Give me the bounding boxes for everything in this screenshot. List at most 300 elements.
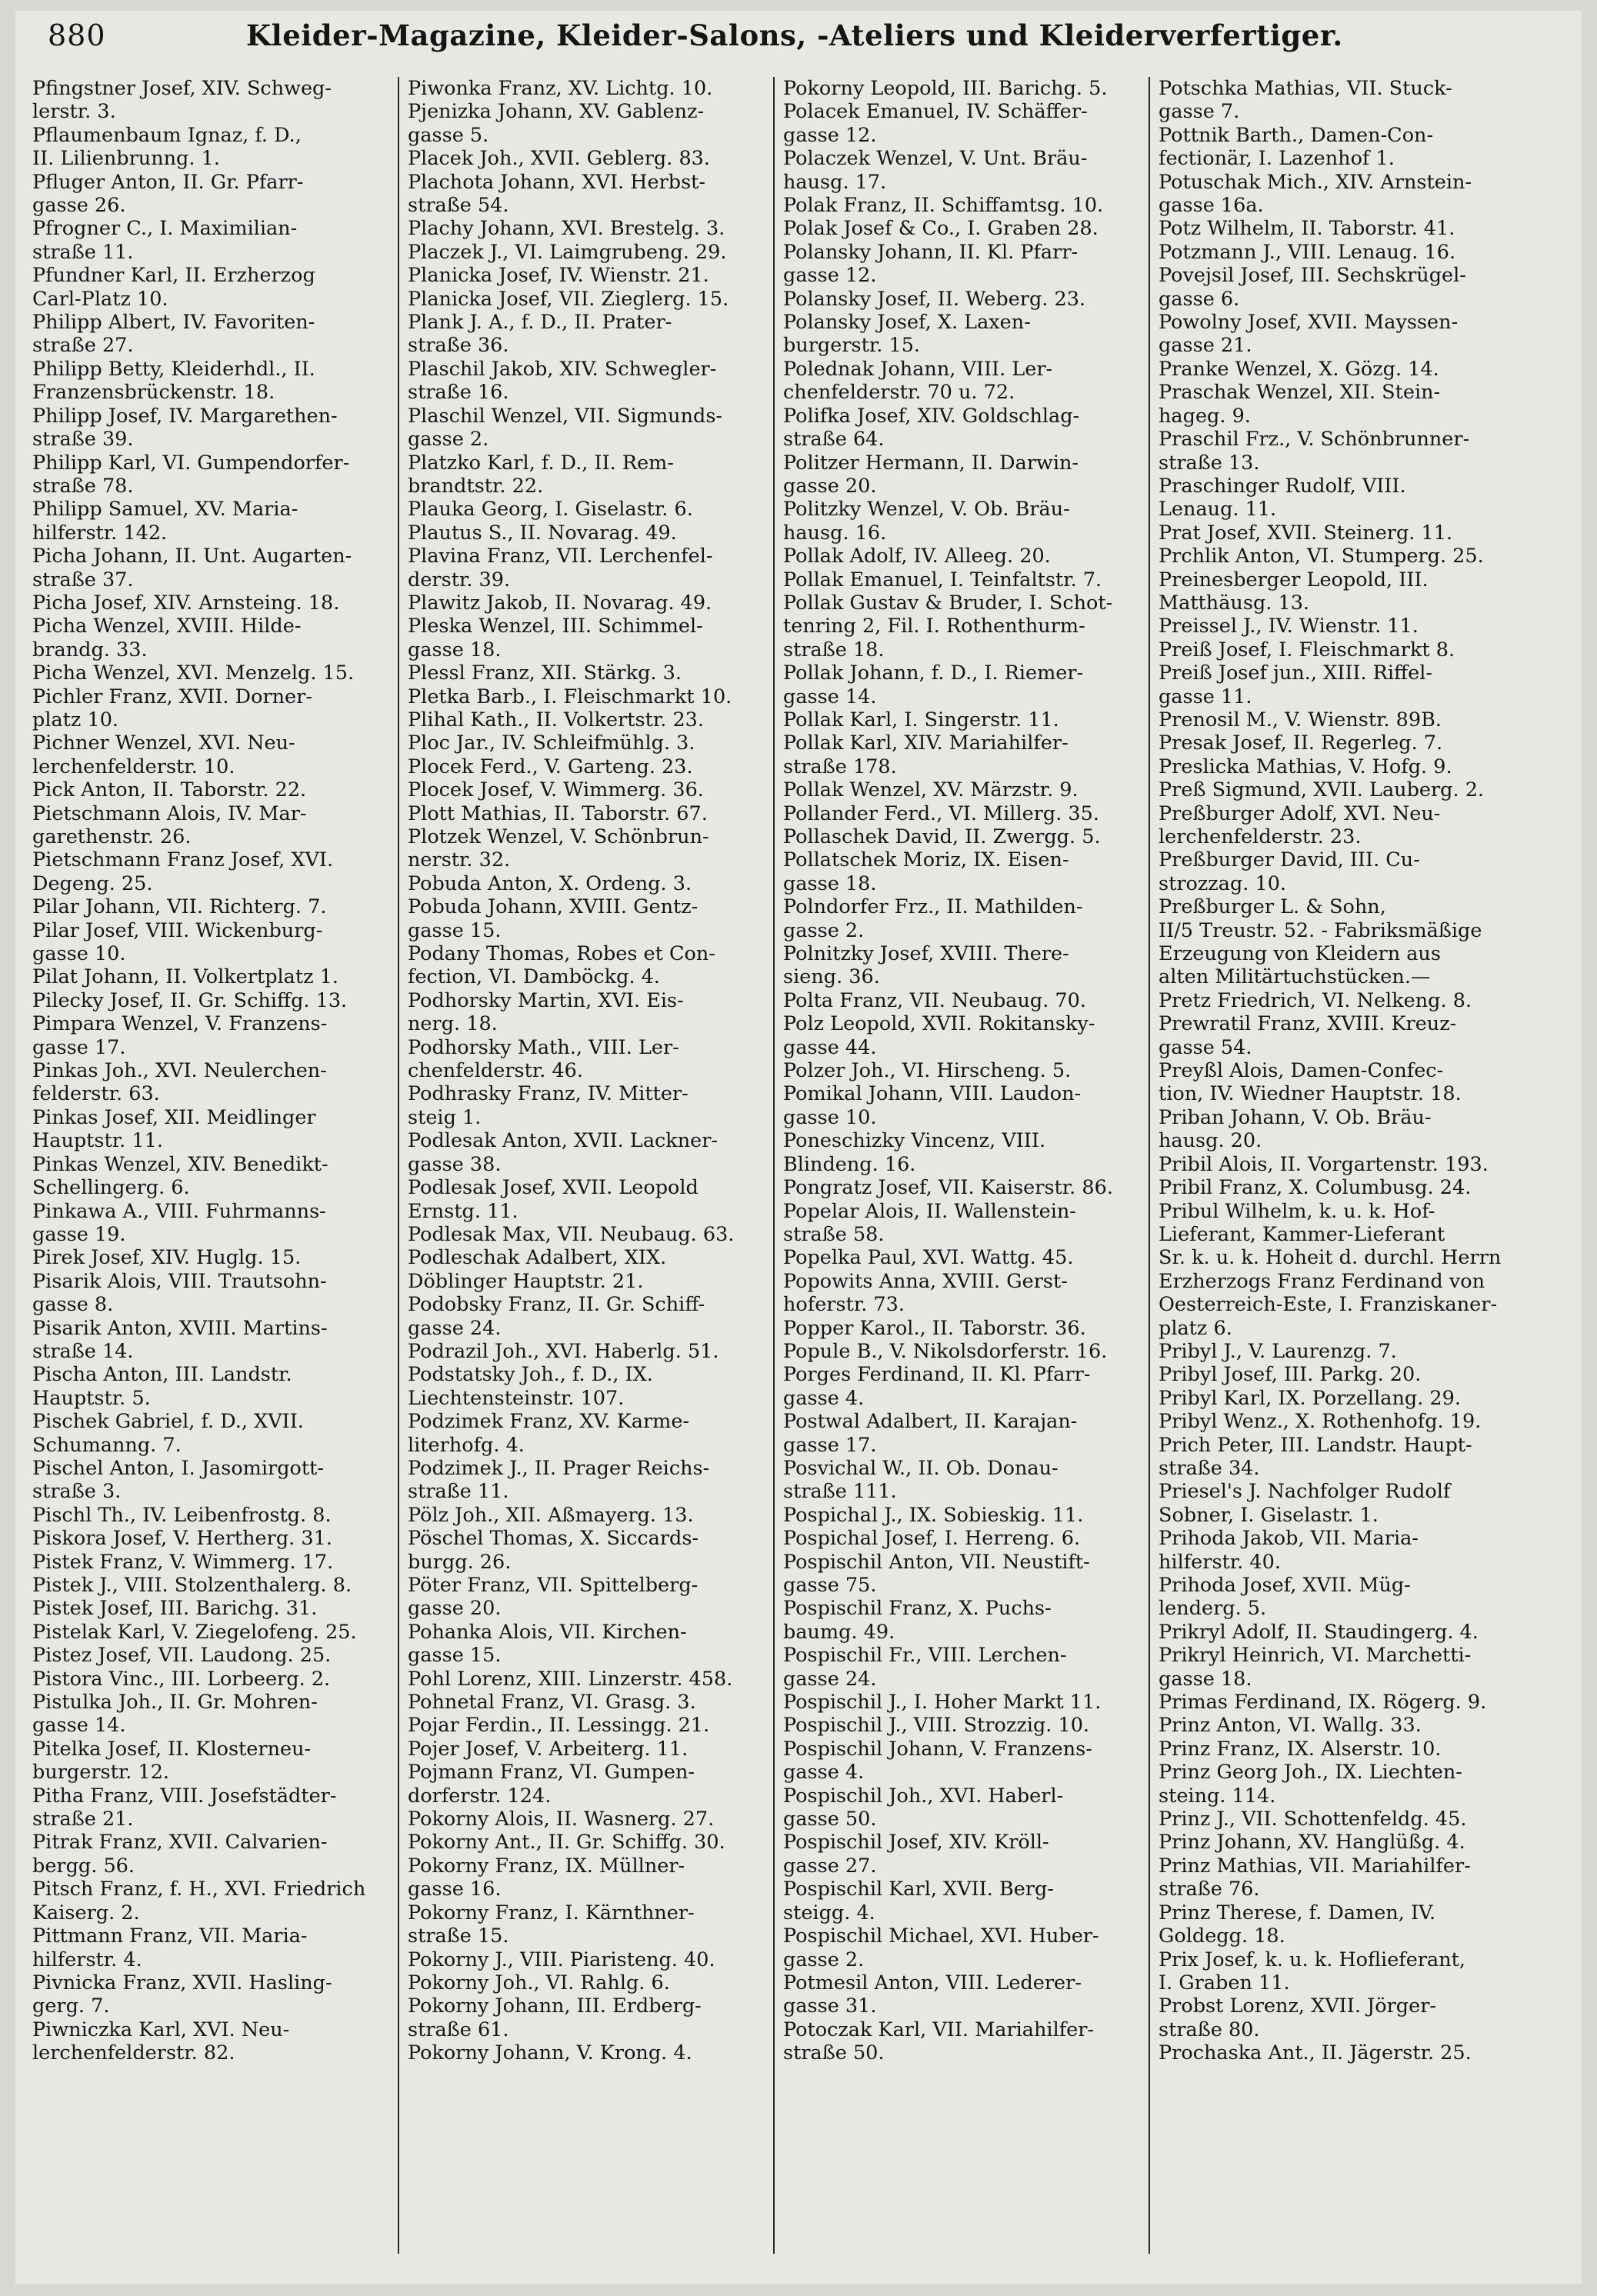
directory-entry-line: gasse 20. — [408, 1597, 502, 1621]
directory-entry-line: burgerstr. 15. — [783, 334, 921, 358]
directory-entry-line: Pollak Gustav & Bruder, I. Schot- — [783, 591, 1113, 615]
directory-entry-line: Pfrogner C., I. Maximilian- — [32, 217, 298, 241]
directory-entry-line: Philipp Karl, VI. Gumpendorfer- — [32, 451, 350, 475]
directory-entry-line: Pollak Johann, f. D., I. Riemer- — [783, 661, 1084, 685]
directory-entry-line: Prewratil Franz, XVIII. Kreuz- — [1159, 1012, 1457, 1036]
directory-entry-line: Politzky Wenzel, V. Ob. Bräu- — [783, 498, 1070, 522]
directory-entry-line: steing. 114. — [1159, 1784, 1276, 1808]
directory-entry-line: Prinz Georg Joh., IX. Liechten- — [1159, 1761, 1462, 1784]
directory-entry-line: Pletka Barb., I. Fleischmarkt 10. — [408, 685, 732, 708]
directory-entry-line: Povejsil Josef, III. Sechskrügel- — [1159, 264, 1466, 288]
directory-entry-line: garethenstr. 26. — [32, 825, 192, 848]
directory-entry-line: Pichler Franz, XVII. Dorner- — [32, 685, 312, 708]
directory-entry-line: gasse 4. — [783, 1761, 865, 1784]
directory-entry-line: Plaschil Jakob, XIV. Schwegler- — [408, 357, 717, 381]
directory-entry-line: Pollak Wenzel, XV. Märzstr. 9. — [783, 778, 1079, 802]
directory-entry-line: Prchlik Anton, VI. Stumperg. 25. — [1159, 545, 1484, 568]
directory-entry-line: Piwonka Franz, XV. Lichtg. 10. — [408, 77, 713, 100]
directory-entry-line: Pimpara Wenzel, V. Franzens- — [32, 1012, 328, 1036]
directory-entry-line: Prihoda Jakob, VII. Maria- — [1159, 1527, 1419, 1551]
page-number: 880 — [48, 18, 106, 52]
directory-entry-line: Polz Leopold, XVII. Rokitansky- — [783, 1012, 1095, 1036]
directory-entry-line: straße 58. — [783, 1222, 885, 1246]
directory-entry-line: straße 50. — [783, 2041, 885, 2065]
directory-entry-line: Priesel's J. Nachfolger Rudolf — [1159, 1480, 1451, 1504]
directory-entry-line: Pistora Vinc., III. Lorbeerg. 2. — [32, 1667, 331, 1691]
directory-entry-line: Podlesak Max, VII. Neubaug. 63. — [408, 1222, 735, 1246]
directory-entry-line: Picha Johann, II. Unt. Augarten- — [32, 545, 352, 568]
directory-entry-line: Pilar Johann, VII. Richterg. 7. — [32, 895, 327, 919]
directory-entry-line: literhofg. 4. — [408, 1433, 525, 1457]
column-2 — [408, 77, 769, 2254]
directory-entry-line: Pinkas Joh., XVI. Neulerchen- — [32, 1059, 327, 1083]
directory-entry-line: Pokorny Franz, I. Kärnthner- — [408, 1901, 695, 1924]
directory-entry-line: Pinkawa A., VIII. Fuhrmanns- — [32, 1199, 326, 1223]
directory-columns — [32, 77, 1525, 2254]
directory-entry-line: Potzmann J., VIII. Lenaug. 16. — [1159, 240, 1456, 264]
directory-entry-line: Philipp Samuel, XV. Maria- — [32, 498, 298, 522]
directory-entry-line: Podlesak Josef, XVII. Leopold — [408, 1176, 698, 1200]
directory-entry-line: gasse 21. — [1159, 334, 1252, 358]
directory-entry-line: Matthäusg. 13. — [1159, 591, 1310, 615]
directory-entry-line: gasse 2. — [783, 1948, 865, 1971]
directory-entry-line: Picha Wenzel, XVIII. Hilde- — [32, 615, 302, 638]
directory-entry-line: Pichner Wenzel, XVI. Neu- — [32, 731, 295, 755]
directory-entry-line: straße 11. — [408, 1480, 509, 1504]
directory-entry-line: gasse 5. — [408, 123, 489, 147]
directory-entry-line: chenfelderstr. 70 u. 72. — [783, 381, 1015, 405]
directory-entry-line: Polednak Johann, VIII. Ler- — [783, 357, 1053, 381]
directory-entry-line: straße 80. — [1159, 2018, 1260, 2041]
directory-entry-line: Pojmann Franz, VI. Gumpen- — [408, 1761, 695, 1784]
directory-entry-line: Picha Wenzel, XVI. Menzelg. 15. — [32, 661, 355, 685]
directory-entry-line: gasse 10. — [32, 942, 126, 966]
directory-entry-line: Popowits Anna, XVIII. Gerst- — [783, 1269, 1068, 1293]
directory-entry-line: Pischa Anton, III. Landstr. — [32, 1363, 292, 1387]
directory-entry-line: burgerstr. 12. — [32, 1761, 170, 1784]
directory-entry-line: fection, VI. Damböckg. 4. — [408, 965, 661, 989]
directory-entry-line: Pistulka Joh., II. Gr. Mohren- — [32, 1691, 318, 1715]
directory-entry-line: Pohnetal Franz, VI. Grasg. 3. — [408, 1691, 696, 1715]
directory-entry-line: Potuschak Mich., XIV. Arnstein- — [1159, 170, 1472, 194]
directory-entry-line: gasse 38. — [408, 1152, 502, 1176]
directory-entry-line: gasse 7. — [1159, 100, 1240, 124]
directory-entry-line: Pflaumenbaum Ignaz, f. D., — [32, 123, 302, 147]
directory-entry-line: Podhrasky Franz, IV. Mitter- — [408, 1082, 688, 1106]
directory-entry-line: Pistek Josef, III. Barichg. 31. — [32, 1597, 318, 1621]
directory-entry-line: gasse 18. — [408, 638, 502, 661]
directory-entry-line: straße 18. — [783, 638, 885, 661]
directory-entry-line: Pistez Josef, VII. Laudong. 25. — [32, 1644, 332, 1668]
directory-entry-line: Pischel Anton, I. Jasomirgott- — [32, 1456, 324, 1480]
directory-entry-line: hausg. 20. — [1159, 1129, 1262, 1153]
column-divider — [1149, 77, 1150, 2254]
directory-entry-line: Pospischil Josef, XIV. Kröll- — [783, 1831, 1049, 1854]
directory-entry-line: straße 14. — [32, 1339, 134, 1363]
directory-entry-line: Prich Peter, III. Landstr. Haupt- — [1159, 1433, 1472, 1457]
directory-entry-line: gasse 24. — [408, 1316, 502, 1340]
directory-entry-line: Praschinger Rudolf, VIII. — [1159, 474, 1406, 498]
directory-entry-line: Polansky Josef, II. Weberg. 23. — [783, 287, 1086, 311]
directory-entry-line: gasse 26. — [32, 194, 126, 218]
directory-entry-line: gasse 14. — [32, 1714, 126, 1738]
directory-entry-line: felderstr. 63. — [32, 1082, 160, 1106]
directory-entry-line: Pobuda Johann, XVIII. Gentz- — [408, 895, 698, 919]
directory-entry-line: Pollak Karl, I. Singerstr. 11. — [783, 708, 1059, 731]
directory-entry-line: straße 11. — [32, 240, 134, 264]
directory-entry-line: steigg. 4. — [783, 1901, 875, 1924]
directory-entry-line: Pretz Friedrich, VI. Nelkeng. 8. — [1159, 988, 1472, 1012]
directory-entry-line: Plautus S., II. Novarag. 49. — [408, 521, 677, 545]
directory-entry-line: gasse 14. — [783, 685, 877, 708]
directory-entry-line: Carl-Platz 10. — [32, 287, 168, 311]
directory-entry-line: lerchenfelderstr. 82. — [32, 2041, 235, 2065]
directory-entry-line: Ernstg. 11. — [408, 1199, 518, 1223]
directory-entry-line: Franzensbrückenstr. 18. — [32, 381, 275, 405]
directory-entry-line: Podstatsky Joh., f. D., IX. — [408, 1363, 653, 1387]
directory-entry-line: Popper Karol., II. Taborstr. 36. — [783, 1316, 1086, 1340]
directory-entry-line: chenfelderstr. 46. — [408, 1059, 583, 1083]
directory-entry-line: Polak Franz, II. Schiffamtsg. 10. — [783, 194, 1104, 218]
directory-entry-line: dorferstr. 124. — [408, 1784, 552, 1808]
directory-entry-line: Pistek Franz, V. Wimmerg. 17. — [32, 1550, 334, 1574]
directory-entry-line: Pranke Wenzel, X. Gözg. 14. — [1159, 357, 1439, 381]
directory-entry-line: gasse 16a. — [1159, 194, 1264, 218]
directory-entry-line: Pokorny Joh., VI. Rahlg. 6. — [408, 1971, 670, 1994]
directory-entry-line: Prinz J., VII. Schottenfeldg. 45. — [1159, 1808, 1467, 1831]
directory-entry-line: gasse 15. — [408, 918, 502, 942]
directory-entry-line: steig 1. — [408, 1105, 482, 1129]
directory-entry-line: Piskora Josef, V. Hertherg. 31. — [32, 1527, 332, 1551]
directory-entry-line: Prinz Mathias, VII. Mariahilfer- — [1159, 1854, 1471, 1878]
directory-entry-line: Plihal Kath., II. Volkertstr. 23. — [408, 708, 705, 731]
directory-entry-line: Pivnicka Franz, XVII. Hasling- — [32, 1971, 332, 1994]
directory-entry-line: Pongratz Josef, VII. Kaiserstr. 86. — [783, 1176, 1113, 1200]
directory-entry-line: hoferstr. 73. — [783, 1293, 905, 1317]
directory-entry-line: Pilat Johann, II. Volkertplatz 1. — [32, 965, 339, 989]
directory-entry-line: platz 6. — [1159, 1316, 1232, 1340]
directory-entry-line: nerg. 18. — [408, 1012, 498, 1036]
column-3 — [783, 77, 1145, 2254]
directory-entry-line: Pospischil Anton, VII. Neustift- — [783, 1550, 1090, 1574]
directory-entry-line: Pojer Josef, V. Arbeiterg. 11. — [408, 1737, 688, 1761]
directory-entry-line: Pobuda Anton, X. Ordeng. 3. — [408, 871, 692, 895]
directory-entry-line: gasse 6. — [1159, 287, 1240, 311]
directory-entry-line: hausg. 16. — [783, 521, 887, 545]
directory-entry-line: brandg. 33. — [32, 638, 148, 661]
directory-entry-line: Schellingerg. 6. — [32, 1176, 190, 1200]
directory-entry-line: Pinkas Josef, XII. Meidlinger — [32, 1105, 316, 1129]
directory-entry-line: Plessl Franz, XII. Stärkg. 3. — [408, 661, 682, 685]
directory-entry-line: Preyßl Alois, Damen-Confec- — [1159, 1059, 1444, 1083]
directory-entry-line: Podzimek Franz, XV. Karme- — [408, 1410, 690, 1434]
directory-entry-line: straße 64. — [783, 428, 885, 452]
directory-entry-line: nerstr. 32. — [408, 848, 511, 872]
directory-entry-line: Pinkas Wenzel, XIV. Benedikt- — [32, 1152, 328, 1176]
directory-entry-line: Potschka Mathias, VII. Stuck- — [1159, 77, 1452, 100]
directory-entry-line: Pitha Franz, VIII. Josefstädter- — [32, 1784, 337, 1808]
directory-entry-line: Pilecky Josef, II. Gr. Schiffg. 13. — [32, 988, 348, 1012]
directory-entry-line: Pribyl Karl, IX. Porzellang. 29. — [1159, 1386, 1461, 1410]
directory-entry-line: Preß Sigmund, XVII. Lauberg. 2. — [1159, 778, 1485, 802]
directory-entry-line: straße 37. — [32, 568, 134, 591]
directory-entry-line: Politzer Hermann, II. Darwin- — [783, 451, 1079, 475]
directory-entry-line: Pospischil Franz, X. Puchs- — [783, 1597, 1052, 1621]
directory-entry-line: Podobsky Franz, II. Gr. Schiff- — [408, 1293, 705, 1317]
directory-entry-line: Placek Joh., XVII. Geblerg. 83. — [408, 147, 710, 171]
directory-entry-line: Plott Mathias, II. Taborstr. 67. — [408, 801, 708, 825]
directory-entry-line: derstr. 39. — [408, 568, 511, 591]
directory-entry-line: Potoczak Karl, VII. Mariahilfer- — [783, 2018, 1095, 2041]
directory-entry-line: Pospichal Josef, I. Herreng. 6. — [783, 1527, 1081, 1551]
directory-entry-line: Lieferant, Kammer-Lieferant — [1159, 1222, 1445, 1246]
directory-entry-line: Polta Franz, VII. Neubaug. 70. — [783, 988, 1086, 1012]
directory-entry-line: Prat Josef, XVII. Steinerg. 11. — [1159, 521, 1453, 545]
directory-entry-line: Planicka Josef, VII. Zieglerg. 15. — [408, 287, 729, 311]
directory-entry-line: Pospischil Joh., XVI. Haberl- — [783, 1784, 1064, 1808]
directory-entry-line: Plachy Johann, XVI. Brestelg. 3. — [408, 217, 725, 241]
directory-entry-line: Polnitzky Josef, XVIII. There- — [783, 942, 1069, 966]
directory-entry-line: Plocek Ferd., V. Garteng. 23. — [408, 755, 693, 778]
directory-entry-line: Preslicka Mathias, V. Hofg. 9. — [1159, 755, 1452, 778]
directory-entry-line: Probst Lorenz, XVII. Jörger- — [1159, 1994, 1437, 2018]
directory-entry-line: Pfundner Karl, II. Erzherzog — [32, 264, 315, 288]
directory-entry-line: Sr. k. u. k. Hoheit d. durchl. Herrn — [1159, 1246, 1502, 1270]
directory-entry-line: alten Militärtuchstücken.— — [1159, 965, 1431, 989]
directory-entry-line: Blindeng. 16. — [783, 1152, 916, 1176]
directory-entry-line: straße 3. — [32, 1480, 122, 1504]
directory-entry-line: Pollak Emanuel, I. Teinfaltstr. 7. — [783, 568, 1102, 591]
directory-entry-line: Philipp Albert, IV. Favoriten- — [32, 311, 315, 335]
directory-entry-line: Pohl Lorenz, XIII. Linzerstr. 458. — [408, 1667, 733, 1691]
directory-entry-line: sieng. 36. — [783, 965, 880, 989]
directory-entry-line: Prinz Johann, XV. Hanglüßg. 4. — [1159, 1831, 1465, 1854]
directory-entry-line: Polansky Josef, X. Laxen- — [783, 311, 1031, 335]
directory-entry-line: Pisarik Anton, XVIII. Martins- — [32, 1316, 328, 1340]
directory-entry-line: straße 178. — [783, 755, 897, 778]
directory-entry-line: Pospischil Johann, V. Franzens- — [783, 1737, 1092, 1761]
directory-entry-line: Preinesberger Leopold, III. — [1159, 568, 1429, 591]
directory-entry-line: Preßburger Adolf, XVI. Neu- — [1159, 801, 1441, 825]
directory-entry-line: Presak Josef, II. Regerleg. 7. — [1159, 731, 1443, 755]
directory-entry-line: bergg. 56. — [32, 1854, 135, 1878]
directory-entry-line: strozzag. 10. — [1159, 871, 1287, 895]
directory-entry-line: gasse 12. — [783, 123, 877, 147]
directory-entry-line: Pokorny Leopold, III. Barichg. 5. — [783, 77, 1108, 100]
directory-entry-line: Popelar Alois, II. Wallenstein- — [783, 1199, 1076, 1223]
directory-entry-line: straße 34. — [1159, 1456, 1260, 1480]
directory-entry-line: Pjenizka Johann, XV. Gablenz- — [408, 100, 705, 124]
directory-entry-line: Posvichal W., II. Ob. Donau- — [783, 1456, 1059, 1480]
directory-entry-line: Pomikal Johann, VIII. Laudon- — [783, 1082, 1082, 1106]
directory-entry-line: gasse 2. — [783, 918, 865, 942]
directory-entry-line: Philipp Betty, Kleiderhdl., II. — [32, 357, 315, 381]
directory-entry-line: straße 27. — [32, 334, 134, 358]
directory-entry-line: Plocek Josef, V. Wimmerg. 36. — [408, 778, 704, 802]
directory-entry-line: brandtstr. 22. — [408, 474, 544, 498]
directory-entry-line: Popelka Paul, XVI. Wattg. 45. — [783, 1246, 1074, 1270]
directory-entry-line: gasse 54. — [1159, 1035, 1252, 1059]
directory-entry-line: Pospichal J., IX. Sobieskig. 11. — [783, 1503, 1084, 1527]
directory-entry-line: Porges Ferdinand, II. Kl. Pfarr- — [783, 1363, 1091, 1387]
column-divider — [773, 77, 775, 2254]
directory-entry-line: straße 54. — [408, 194, 509, 218]
directory-entry-line: Pollander Ferd., VI. Millerg. 35. — [783, 801, 1099, 825]
directory-entry-line: Pojar Ferdin., II. Lessingg. 21. — [408, 1714, 710, 1738]
directory-entry-line: Platzko Karl, f. D., II. Rem- — [408, 451, 674, 475]
directory-entry-line: Podlesak Anton, XVII. Lackner- — [408, 1129, 718, 1153]
directory-entry-line: Pokorny Franz, IX. Müllner- — [408, 1854, 685, 1878]
directory-entry-line: gasse 15. — [408, 1644, 502, 1668]
directory-entry-line: Pribyl J., V. Laurenzg. 7. — [1159, 1339, 1397, 1363]
directory-entry-line: Preissel J., IV. Wienstr. 11. — [1159, 615, 1419, 638]
directory-entry-line: gasse 20. — [783, 474, 877, 498]
directory-entry-line: Plotzek Wenzel, V. Schönbrun- — [408, 825, 709, 848]
directory-entry-line: gasse 18. — [1159, 1667, 1252, 1691]
directory-entry-line: Prinz Anton, VI. Wallg. 33. — [1159, 1714, 1422, 1738]
directory-entry-line: Potmesil Anton, VIII. Lederer- — [783, 1971, 1082, 1994]
directory-entry-line: Lenaug. 11. — [1159, 498, 1277, 522]
directory-entry-line: Döblinger Hauptstr. 21. — [408, 1269, 644, 1293]
directory-entry-line: Pischek Gabriel, f. D., XVII. — [32, 1410, 304, 1434]
directory-entry-line: Erzeugung von Kleidern aus — [1159, 942, 1441, 966]
directory-entry-line: Praschak Wenzel, XII. Stein- — [1159, 381, 1441, 405]
directory-entry-line: Pischl Th., IV. Leibenfrostg. 8. — [32, 1503, 332, 1527]
directory-entry-line: Pick Anton, II. Taborstr. 22. — [32, 778, 307, 802]
directory-entry-line: Plachota Johann, XVI. Herbst- — [408, 170, 706, 194]
directory-entry-line: gasse 8. — [32, 1293, 114, 1317]
directory-entry-line: Pribil Franz, X. Columbusg. 24. — [1159, 1176, 1472, 1200]
directory-entry-line: Pribyl Josef, III. Parkg. 20. — [1159, 1363, 1422, 1387]
directory-entry-line: Pribyl Wenz., X. Rothenhofg. 19. — [1159, 1410, 1482, 1434]
directory-entry-line: burgg. 26. — [408, 1550, 512, 1574]
directory-entry-line: Pribul Wilhelm, k. u. k. Hof- — [1159, 1199, 1435, 1223]
directory-entry-line: Erzherzogs Franz Ferdinand von — [1159, 1269, 1485, 1293]
directory-entry-line: Pistek J., VIII. Stolzenthalerg. 8. — [32, 1574, 352, 1597]
directory-entry-line: lerchenfelderstr. 10. — [32, 755, 235, 778]
column-1 — [32, 77, 394, 2254]
directory-entry-line: Pokorny Ant., II. Gr. Schiffg. 30. — [408, 1831, 725, 1854]
directory-entry-line: Plauka Georg, I. Giselastr. 6. — [408, 498, 693, 522]
directory-entry-line: baumg. 49. — [783, 1620, 895, 1644]
directory-entry-line: Ploc Jar., IV. Schleifmühlg. 3. — [408, 731, 695, 755]
directory-entry-line: Prochaska Ant., II. Jägerstr. 25. — [1159, 2041, 1472, 2065]
directory-entry-line: Pfluger Anton, II. Gr. Pfarr- — [32, 170, 304, 194]
directory-entry-line: Pollak Adolf, IV. Alleeg. 20. — [783, 545, 1051, 568]
directory-entry-line: Popule B., V. Nikolsdorferstr. 16. — [783, 1339, 1108, 1363]
directory-entry-line: Podrazil Joh., XVI. Haberlg. 51. — [408, 1339, 719, 1363]
directory-entry-line: Pilar Josef, VIII. Wickenburg- — [32, 918, 323, 942]
directory-entry-line: Polaczek Wenzel, V. Unt. Bräu- — [783, 147, 1088, 171]
column-4 — [1159, 77, 1520, 2254]
directory-entry-line: Planicka Josef, IV. Wienstr. 21. — [408, 264, 709, 288]
directory-entry-line: Plawitz Jakob, II. Novarag. 49. — [408, 591, 712, 615]
directory-entry-line: hilferstr. 142. — [32, 521, 168, 545]
directory-entry-line: Prinz Therese, f. Damen, IV. — [1159, 1901, 1436, 1924]
page-title: Kleider-Magazine, Kleider-Salons, -Ateliers und Kleiderverfertiger. — [246, 18, 1343, 52]
directory-entry-line: Preiß Josef, I. Fleischmarkt 8. — [1159, 638, 1455, 661]
directory-entry-line: Polansky Johann, II. Kl. Pfarr- — [783, 240, 1079, 264]
directory-entry-line: Potz Wilhelm, II. Taborstr. 41. — [1159, 217, 1455, 241]
directory-entry-line: Kaiserg. 2. — [32, 1901, 140, 1924]
directory-entry-line: lerstr. 3. — [32, 100, 116, 124]
directory-entry-line: Oesterreich-Este, I. Franziskaner- — [1159, 1293, 1498, 1317]
directory-entry-line: Philipp Josef, IV. Margarethen- — [32, 404, 338, 428]
directory-entry-line: gasse 31. — [783, 1994, 877, 2018]
directory-entry-line: Pittmann Franz, VII. Maria- — [32, 1924, 308, 1948]
directory-entry-line: Pirek Josef, XIV. Huglg. 15. — [32, 1246, 302, 1270]
directory-entry-line: II/5 Treustr. 52. - Fabriksmäßige — [1159, 918, 1482, 942]
directory-entry-line: Prix Josef, k. u. k. Hoflieferant, — [1159, 1948, 1465, 1971]
directory-entry-line: Prinz Franz, IX. Alserstr. 10. — [1159, 1737, 1442, 1761]
directory-entry-line: Pitelka Josef, II. Klosterneu- — [32, 1737, 312, 1761]
directory-entry-line: Pottnik Barth., Damen-Con- — [1159, 123, 1434, 147]
directory-entry-line: Pokorny Alois, II. Wasnerg. 27. — [408, 1808, 715, 1831]
directory-entry-line: Postwal Adalbert, II. Karajan- — [783, 1410, 1078, 1434]
directory-entry-line: gasse 44. — [783, 1035, 877, 1059]
directory-entry-line: Goldegg. 18. — [1159, 1924, 1285, 1948]
directory-entry-line: Prihoda Josef, XVII. Müg- — [1159, 1574, 1411, 1597]
directory-entry-line: Pribil Alois, II. Vorgartenstr. 193. — [1159, 1152, 1489, 1176]
directory-entry-line: gasse 19. — [32, 1222, 126, 1246]
directory-entry-line: Pitsch Franz, f. H., XVI. Friedrich — [32, 1878, 366, 1901]
column-divider — [398, 77, 399, 2254]
directory-entry-line: Podany Thomas, Robes et Con- — [408, 942, 715, 966]
directory-entry-line: I. Graben 11. — [1159, 1971, 1290, 1994]
directory-entry-line: straße 13. — [1159, 451, 1260, 475]
directory-entry-line: gasse 11. — [1159, 685, 1252, 708]
directory-entry-line: Pöter Franz, VII. Spittelberg- — [408, 1574, 698, 1597]
directory-entry-line: Podzimek J., II. Prager Reichs- — [408, 1456, 710, 1480]
directory-entry-line: Pospischil Michael, XVI. Huber- — [783, 1924, 1099, 1948]
directory-entry-line: lerchenfelderstr. 23. — [1159, 825, 1362, 848]
directory-entry-line: hageg. 9. — [1159, 404, 1251, 428]
directory-entry-line: II. Lilienbrunng. 1. — [32, 147, 220, 171]
directory-entry-line: gasse 50. — [783, 1808, 877, 1831]
directory-entry-line: gasse 16. — [408, 1878, 502, 1901]
directory-entry-line: gasse 17. — [783, 1433, 877, 1457]
directory-entry-line: Sobner, I. Giselastr. 1. — [1159, 1503, 1379, 1527]
directory-entry-line: Poneschizky Vincenz, VIII. — [783, 1129, 1046, 1153]
directory-entry-line: Pospischil Fr., VIII. Lerchen- — [783, 1644, 1067, 1668]
directory-entry-line: Pospischil Karl, XVII. Berg- — [783, 1878, 1054, 1901]
directory-entry-line: Podhorsky Martin, XVI. Eis- — [408, 988, 684, 1012]
directory-entry-line: Pospischil J., VIII. Strozzig. 10. — [783, 1714, 1090, 1738]
directory-entry-line: straße 36. — [408, 334, 509, 358]
directory-entry-line: Pöschel Thomas, X. Siccards- — [408, 1527, 699, 1551]
directory-entry-line: Liechtensteinstr. 107. — [408, 1386, 625, 1410]
directory-entry-line: hilferstr. 4. — [32, 1948, 142, 1971]
directory-entry-line: Prenosil M., V. Wienstr. 89B. — [1159, 708, 1442, 731]
directory-entry-line: Podhorsky Math., VIII. Ler- — [408, 1035, 679, 1059]
directory-entry-line: Prikryl Heinrich, VI. Marchetti- — [1159, 1644, 1472, 1668]
directory-entry-line: gerg. 7. — [32, 1994, 110, 2018]
directory-entry-line: lenderg. 5. — [1159, 1597, 1267, 1621]
directory-entry-line: Pistelak Karl, V. Ziegelofeng. 25. — [32, 1620, 357, 1644]
directory-entry-line: Piwniczka Karl, XVI. Neu- — [32, 2018, 290, 2041]
directory-entry-line: Hauptstr. 11. — [32, 1129, 163, 1153]
directory-entry-line: Pleska Wenzel, III. Schimmel- — [408, 615, 703, 638]
directory-entry-line: Polak Josef & Co., I. Graben 28. — [783, 217, 1099, 241]
directory-entry-line: Degeng. 25. — [32, 871, 153, 895]
directory-entry-line: straße 15. — [408, 1924, 509, 1948]
directory-entry-line: Pitrak Franz, XVII. Calvarien- — [32, 1831, 328, 1854]
directory-entry-line: gasse 2. — [408, 428, 489, 452]
directory-entry-line: Praschil Frz., V. Schönbrunner- — [1159, 428, 1470, 452]
directory-entry-line: Plaschil Wenzel, VII. Sigmunds- — [408, 404, 723, 428]
directory-entry-line: Pollatschek Moriz, IX. Eisen- — [783, 848, 1069, 872]
directory-entry-line: gasse 17. — [32, 1035, 126, 1059]
